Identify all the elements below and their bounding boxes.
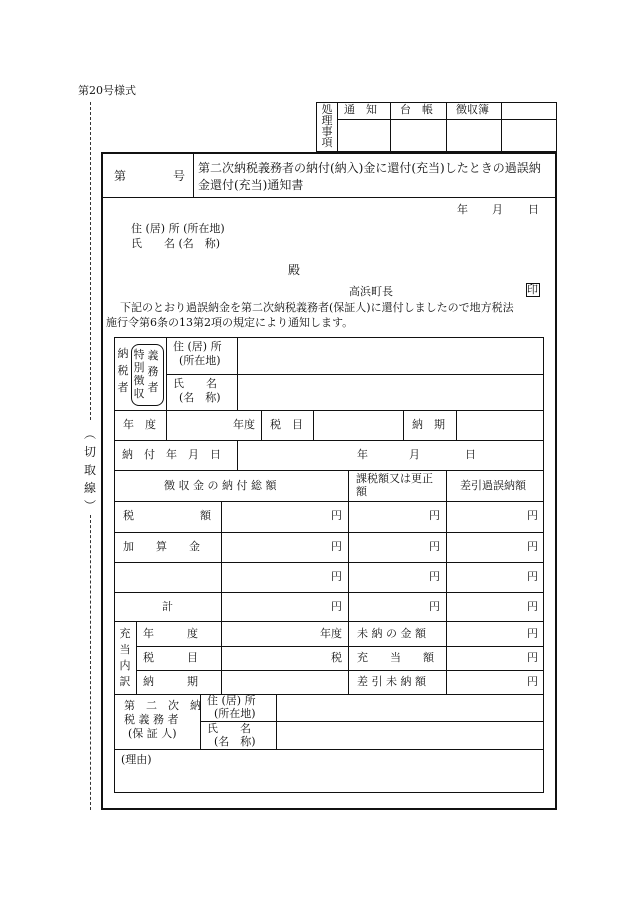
secondary-name-label-1: 氏 名 [207,722,251,735]
processing-label-char: 理 [321,114,333,127]
yen-unit: 円 [331,600,342,613]
allocation-year-suffix: 年度 [320,627,342,640]
yen-unit: 円 [331,570,342,583]
fiscal-year-label: 年 度 [123,418,156,431]
taxpayer-name-label-2: (名 称) [179,391,221,404]
title-line-1: 第二次納税義務者の納付(納入)金に還付(充当)したときの過誤納 [198,161,541,175]
special-collector-char: 収 [133,387,145,400]
special-collector-char: 徴 [133,374,145,387]
yen-unit: 円 [527,675,538,688]
payment-date-label: 納 付 年 月 日 [122,448,221,461]
taxpayer-outer-label [117,345,129,396]
processing-col-notice: 通 知 [344,103,377,116]
special-collector-char: 務 [147,365,159,378]
yen-unit: 円 [331,540,342,553]
taxpayer-address-label-2: (所在地) [179,354,221,367]
allocation-char: 充 [119,627,131,640]
secondary-label-1: 第 二 次 納 [124,699,201,712]
allocation-char: 当 [119,643,131,656]
header-refund: 差引過誤納額 [460,479,526,492]
allocation-tax-suffix: 税 [331,651,342,664]
allocation-tax-label: 税 目 [143,651,198,664]
row-total-label: 計 [162,600,173,613]
allocation-char: 訳 [119,675,131,688]
cut-line-open: ︵ [83,427,96,441]
yen-unit: 円 [429,570,440,583]
payment-month: 月 [409,448,420,461]
yen-unit: 円 [429,600,440,613]
processing-col-collection-book: 徴収簿 [456,103,489,116]
date-month: 月 [492,203,503,216]
secondary-label-3: (保 証 人) [128,727,177,740]
processing-label-char: 事 [321,125,333,138]
yen-unit: 円 [527,540,538,553]
header-assessed-line-1: 課税額又は更正 [356,472,433,485]
cut-line-bottom [90,515,91,810]
special-collector-char: 別 [133,361,145,374]
payment-day: 日 [465,448,476,461]
secondary-label-2: 税 義 務 者 [124,713,179,726]
yen-unit: 円 [331,509,342,522]
body-line-1: 下記のとおり過誤納金を第二次納税義務者(保証人)に還付しましたので地方税法 [120,301,514,314]
yen-unit: 円 [429,509,440,522]
special-collector-char: 義 [147,349,159,362]
seal-mark: 印 [527,283,538,296]
yen-unit: 円 [527,509,538,522]
yen-unit: 円 [527,627,538,640]
special-collector-left [133,348,145,400]
allocated-amount-label: 充 当 額 [357,651,434,664]
date-day: 日 [528,203,539,216]
cut-line-close: ︶ [83,499,96,513]
taxpayer-address-label-1: 住 (居) 所 [173,340,222,353]
special-collector-right [147,348,159,396]
processing-col-ledger: 台 帳 [400,103,433,116]
cut-line-char: 線 [83,481,96,495]
secondary-name-label-2: (名 称) [214,735,256,748]
title-line-2: 金還付(充当)通知書 [198,178,304,192]
secondary-address-label-2: (所在地) [214,707,256,720]
form-number: 第20号様式 [78,84,136,97]
recipient-honorific: 殿 [288,263,301,277]
yen-unit: 円 [527,651,538,664]
allocation-char: 内 [119,659,131,672]
cut-line-char: 切 [83,445,96,459]
processing-label-char: 処 [321,103,333,116]
unpaid-amount-label: 未 納 の 金 額 [357,627,426,640]
processing-label-char: 項 [321,136,333,149]
allocation-due-label: 納 期 [143,675,198,688]
cut-line-top [90,102,91,420]
remaining-unpaid-label: 差 引 未 納 額 [357,675,426,688]
yen-unit: 円 [429,540,440,553]
recipient-address-label: 住 (居) 所 (所在地) [131,222,225,235]
cut-line-char: 取 [83,463,96,477]
row-penalty-label: 加 算 金 [123,540,200,553]
body-line-2: 施行令第6条の13第2項の規定により通知します。 [106,316,354,329]
special-collector-char: 特 [133,348,145,361]
allocation-outer-label [118,626,132,690]
recipient-name-label: 氏 名 (名 称) [131,237,221,250]
due-label: 納 期 [412,418,445,431]
issuer-name: 高浜町長 [349,285,393,298]
number-suffix: 号 [173,169,186,183]
header-collected-total: 徴 収 金 の 納 付 総 額 [164,479,277,492]
taxpayer-name-label-1: 氏 名 [173,377,217,390]
yen-unit: 円 [527,570,538,583]
allocation-year-label: 年 度 [143,627,198,640]
secondary-address-label-1: 住 (居) 所 [207,694,256,707]
tax-item-label: 税 目 [270,418,303,431]
taxpayer-char: 納 [117,347,129,360]
date-year: 年 [457,203,468,216]
processing-label [318,104,336,148]
taxpayer-char: 税 [117,364,129,377]
row-tax-label: 税 額 [123,509,211,522]
reason-label: (理由) [121,753,152,766]
payment-year: 年 [357,448,368,461]
fiscal-year-suffix: 年度 [233,418,255,431]
special-collector-char: 者 [147,381,159,394]
taxpayer-char: 者 [117,381,129,394]
number-prefix: 第 [114,169,127,183]
header-assessed-line-2: 額 [356,485,367,498]
yen-unit: 円 [527,600,538,613]
cut-line-label [81,425,99,515]
